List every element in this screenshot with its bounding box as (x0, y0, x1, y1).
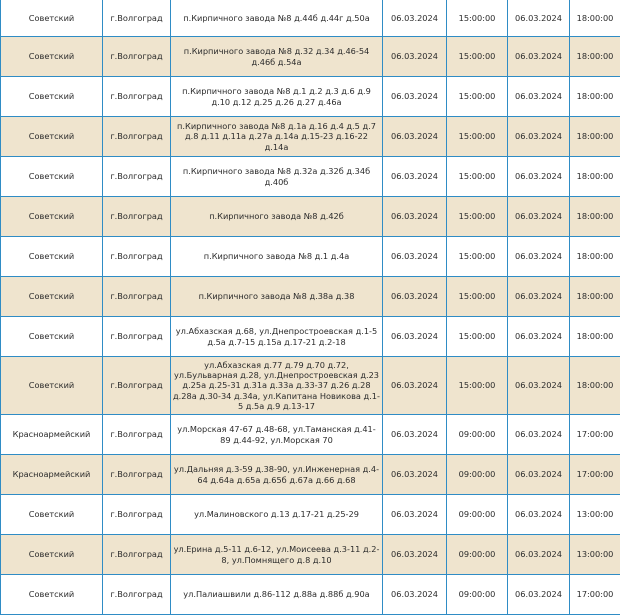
district-cell: Советский (1, 535, 103, 575)
table-row (1, 0, 620, 37)
start-time-cell: 15:00:00 (447, 277, 508, 317)
start-time-cell: 09:00:00 (447, 575, 508, 615)
table-row (1, 415, 620, 455)
city-cell: г.Волгоград (103, 277, 171, 317)
end-date-cell: 06.03.2024 (508, 495, 570, 535)
end-time-cell: 17:00:00 (570, 455, 620, 495)
city-cell: г.Волгоград (103, 117, 171, 157)
address-cell: ул.Палиашвили д.86-112 д.88а д.88б д.90а (171, 575, 383, 615)
city-cell: г.Волгоград (103, 415, 171, 455)
city-cell: г.Волгоград (103, 495, 171, 535)
end-date-cell: 06.03.2024 (508, 117, 570, 157)
end-date-cell: 06.03.2024 (508, 0, 570, 37)
address-cell: ул.Дальняя д.3-59 д.38-90, ул.Инженерная д.4-64 д.64а д.65а д.65б д.67а д.66 д.68 (171, 455, 383, 495)
city-cell: г.Волгоград (103, 37, 171, 77)
address-cell: ул.Абхазская д.77 д.79 д.70 д.72, ул.Бульварная д.28, ул.Днепростроевская д.23 д.25а д.25-31 д.31а д.33а д.33-37 д.26 д.28 д.28а д.30-34 д.34а, ул.Капитана Новикова д.1-5 д.5а д.9 д.13-17 (171, 357, 383, 415)
table-row (1, 117, 620, 157)
district-cell: Советский (1, 357, 103, 415)
address-cell: ул.Абхазская д.68, ул.Днепростроевская д.1-5 д.5а д.7-15 д.15а д.17-21 д.2-18 (171, 317, 383, 357)
start-time-cell: 15:00:00 (447, 317, 508, 357)
city-cell: г.Волгоград (103, 317, 171, 357)
city-cell: г.Волгоград (103, 575, 171, 615)
district-cell: Советский (1, 575, 103, 615)
city-cell: г.Волгоград (103, 357, 171, 415)
end-time-cell: 18:00:00 (570, 37, 620, 77)
start-date-cell: 06.03.2024 (383, 237, 447, 277)
start-time-cell: 09:00:00 (447, 415, 508, 455)
table-row (1, 197, 620, 237)
city-cell: г.Волгоград (103, 77, 171, 117)
table-row (1, 237, 620, 277)
start-time-cell: 15:00:00 (447, 157, 508, 197)
end-time-cell: 18:00:00 (570, 317, 620, 357)
district-cell: Советский (1, 37, 103, 77)
start-date-cell: 06.03.2024 (383, 535, 447, 575)
district-cell: Советский (1, 77, 103, 117)
start-date-cell: 06.03.2024 (383, 157, 447, 197)
address-cell: п.Кирпичного завода №8 д.32 д.34 д.46-54 д.46б д.54а (171, 37, 383, 77)
end-time-cell: 18:00:00 (570, 0, 620, 37)
district-cell: Советский (1, 197, 103, 237)
end-date-cell: 06.03.2024 (508, 37, 570, 77)
address-cell: п.Кирпичного завода №8 д.1 д.4а (171, 237, 383, 277)
district-cell: Советский (1, 237, 103, 277)
city-cell: г.Волгоград (103, 237, 171, 277)
table-row (1, 77, 620, 117)
end-time-cell: 18:00:00 (570, 77, 620, 117)
address-cell: ул.Ерина д.5-11 д.6-12, ул.Моисеева д.3-11 д.2-8, ул.Помнящего д.8 д.10 (171, 535, 383, 575)
start-time-cell: 09:00:00 (447, 455, 508, 495)
address-cell: п.Кирпичного завода №8 д.38а д.38 (171, 277, 383, 317)
address-cell: ул.Морская 47-67 д.48-68, ул.Таманская д.41-89 д.44-92, ул.Морская 70 (171, 415, 383, 455)
start-time-cell: 15:00:00 (447, 197, 508, 237)
table-row (1, 157, 620, 197)
end-date-cell: 06.03.2024 (508, 455, 570, 495)
end-time-cell: 13:00:00 (570, 495, 620, 535)
end-time-cell: 18:00:00 (570, 277, 620, 317)
start-time-cell: 15:00:00 (447, 237, 508, 277)
end-time-cell: 17:00:00 (570, 575, 620, 615)
end-date-cell: 06.03.2024 (508, 535, 570, 575)
start-date-cell: 06.03.2024 (383, 0, 447, 37)
start-date-cell: 06.03.2024 (383, 77, 447, 117)
table-row (1, 575, 620, 615)
table-row (1, 455, 620, 495)
end-time-cell: 18:00:00 (570, 157, 620, 197)
end-date-cell: 06.03.2024 (508, 77, 570, 117)
district-cell: Советский (1, 277, 103, 317)
end-date-cell: 06.03.2024 (508, 157, 570, 197)
district-cell: Советский (1, 495, 103, 535)
end-time-cell: 18:00:00 (570, 357, 620, 415)
table-row (1, 495, 620, 535)
start-time-cell: 15:00:00 (447, 77, 508, 117)
district-cell: Советский (1, 117, 103, 157)
table-row (1, 277, 620, 317)
end-time-cell: 17:00:00 (570, 415, 620, 455)
end-time-cell: 18:00:00 (570, 237, 620, 277)
start-date-cell: 06.03.2024 (383, 277, 447, 317)
end-date-cell: 06.03.2024 (508, 237, 570, 277)
start-date-cell: 06.03.2024 (383, 357, 447, 415)
end-date-cell: 06.03.2024 (508, 317, 570, 357)
address-cell: п.Кирпичного завода №8 д.1а д.16 д.4 д.5 д.7 д.8 д.11 д.11а д.27а д.14а д.15-23 д.16-22 д.14а (171, 117, 383, 157)
address-cell: ул.Малиновского д.13 д.17-21 д.25-29 (171, 495, 383, 535)
district-cell: Советский (1, 317, 103, 357)
city-cell: г.Волгоград (103, 455, 171, 495)
district-cell: Красноармейский (1, 415, 103, 455)
city-cell: г.Волгоград (103, 535, 171, 575)
end-date-cell: 06.03.2024 (508, 415, 570, 455)
table-row (1, 317, 620, 357)
city-cell: г.Волгоград (103, 0, 171, 37)
start-date-cell: 06.03.2024 (383, 575, 447, 615)
start-date-cell: 06.03.2024 (383, 495, 447, 535)
district-cell: Советский (1, 157, 103, 197)
address-cell: п.Кирпичного завода №8 д.42б (171, 197, 383, 237)
city-cell: г.Волгоград (103, 157, 171, 197)
start-date-cell: 06.03.2024 (383, 455, 447, 495)
district-cell: Красноармейский (1, 455, 103, 495)
start-date-cell: 06.03.2024 (383, 197, 447, 237)
end-time-cell: 18:00:00 (570, 197, 620, 237)
start-date-cell: 06.03.2024 (383, 37, 447, 77)
end-date-cell: 06.03.2024 (508, 357, 570, 415)
address-cell: п.Кирпичного завода №8 д.44б д.44г д.50а (171, 0, 383, 37)
city-cell: г.Волгоград (103, 197, 171, 237)
end-date-cell: 06.03.2024 (508, 575, 570, 615)
end-time-cell: 13:00:00 (570, 535, 620, 575)
table-row (1, 37, 620, 77)
start-date-cell: 06.03.2024 (383, 117, 447, 157)
end-time-cell: 18:00:00 (570, 117, 620, 157)
address-cell: п.Кирпичного завода №8 д.1 д.2 д.3 д.6 д.9 д.10 д.12 д.25 д.26 д.27 д.46а (171, 77, 383, 117)
start-time-cell: 15:00:00 (447, 0, 508, 37)
start-date-cell: 06.03.2024 (383, 317, 447, 357)
start-time-cell: 15:00:00 (447, 37, 508, 77)
schedule-rows (1, 0, 620, 615)
start-time-cell: 15:00:00 (447, 357, 508, 415)
end-date-cell: 06.03.2024 (508, 197, 570, 237)
start-time-cell: 15:00:00 (447, 117, 508, 157)
end-date-cell: 06.03.2024 (508, 277, 570, 317)
table-row (1, 535, 620, 575)
start-time-cell: 09:00:00 (447, 495, 508, 535)
address-cell: п.Кирпичного завода №8 д.32а д.32б д.34б д.40б (171, 157, 383, 197)
table-row (1, 357, 620, 415)
start-time-cell: 09:00:00 (447, 535, 508, 575)
district-cell: Советский (1, 0, 103, 37)
start-date-cell: 06.03.2024 (383, 415, 447, 455)
